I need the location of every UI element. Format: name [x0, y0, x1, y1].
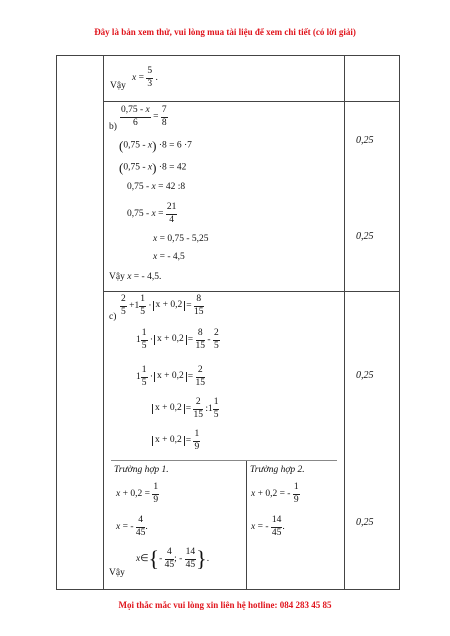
- vay-a: Vậy: [110, 81, 126, 91]
- part-c-step4: x + 0,2 = $\frac{2}{15}$ :1 $\frac{1}{5}$: [151, 398, 219, 420]
- case-divider: [246, 460, 247, 589]
- part-c-step1: $\frac{2}{5}$ +1 $\frac{1}{5}$ · x + 0,2 = $\frac{8}{15}$: [121, 294, 204, 317]
- part-b-step4: 0,75 - x = 42 :8: [127, 182, 186, 192]
- case-2-result: x = - $\frac{14}{45}$ .: [251, 515, 285, 538]
- table-border-left: [56, 55, 57, 589]
- part-b-step6: x = 0,75 - 5,25: [153, 234, 209, 244]
- solution-table: [56, 55, 400, 589]
- row-divider-1: [103, 101, 400, 102]
- score-b-2: 0,25: [356, 231, 374, 242]
- case-2-title: Trường hợp 2.: [250, 465, 305, 475]
- case-1-result: x = - $\frac{4}{45}$ .: [116, 515, 148, 538]
- preview-banner: Đây là bản xem thử, vui lòng mua tài liệu để xem chi tiết (có lời giải): [94, 27, 356, 37]
- table-border-right: [399, 55, 400, 589]
- part-b-step2: (0,75 - x) ·8 = 6 ·7: [119, 138, 192, 153]
- part-c-step2: 1 $\frac{1}{5}$ · x + 0,2 = $\frac{8}{15}$ - $\frac{2}{5}$: [136, 328, 219, 351]
- part-b-step1: $\frac{0,75 - x}{6}$ = $\frac{7}{8}$: [121, 105, 167, 128]
- part-b-step7: x = - 4,5: [153, 252, 185, 262]
- table-border-top: [56, 55, 400, 56]
- table-border-bottom: [56, 589, 400, 590]
- case-1-title: Trường hợp 1.: [114, 465, 169, 475]
- part-c-step3: 1 $\frac{1}{5}$ · x + 0,2 = $\frac{2}{15}$: [136, 365, 206, 388]
- part-b-conclusion: Vậy x = - 4,5.: [109, 272, 162, 282]
- row-divider-2: [103, 291, 400, 292]
- column-divider-1: [103, 55, 104, 589]
- vay-c: Vậy: [109, 568, 125, 578]
- case-1-equation: x + 0,2 = $\frac{1}{9}$: [116, 482, 159, 505]
- part-b-step5: 0,75 - x = $\frac{21}{4}$: [127, 202, 177, 225]
- part-c-step5: x + 0,2 = $\frac{1}{9}$: [151, 430, 200, 452]
- hotline-banner: Mọi thắc mắc vui lòng xin liên hệ hotline: 084 283 45 85: [118, 600, 332, 610]
- score-c-1: 0,25: [356, 370, 374, 381]
- case-divider-top: [111, 460, 337, 461]
- part-b-step3: (0,75 - x) ·8 = 42: [119, 160, 187, 175]
- part-c-label: c): [109, 312, 117, 322]
- part-b-label: b): [109, 122, 117, 132]
- score-c-2: 0,25: [356, 517, 374, 528]
- column-divider-2: [344, 55, 345, 589]
- part-a-conclusion: x = $\frac{5}{3}$ .: [132, 66, 158, 89]
- part-c-conclusion: x∈{- $\frac{4}{45}$ ; - $\frac{14}{45}$ }.: [136, 546, 210, 571]
- case-2-equation: x + 0,2 = - $\frac{1}{9}$: [251, 482, 299, 505]
- score-b-1: 0,25: [356, 135, 374, 146]
